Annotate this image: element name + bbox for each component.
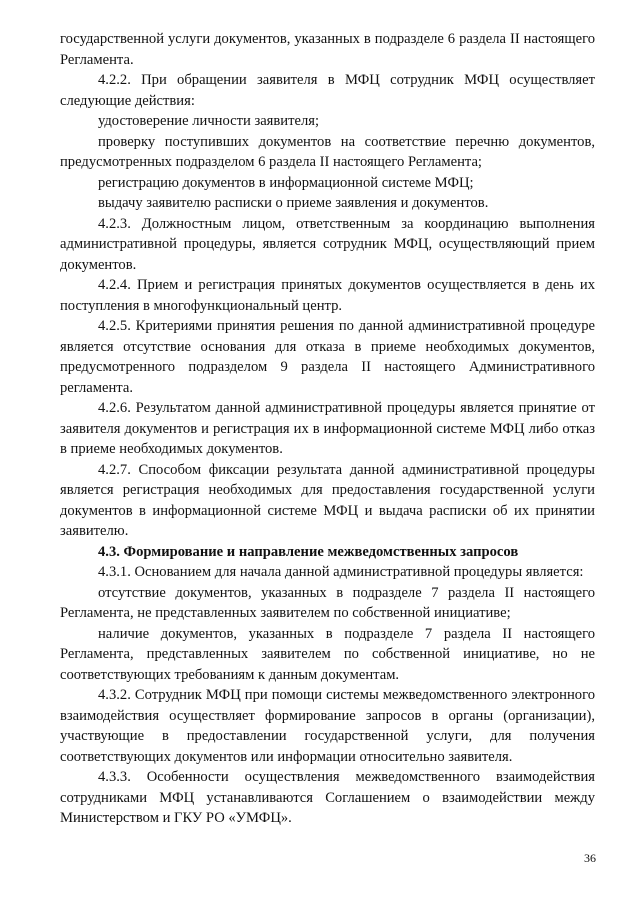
paragraph-4-2-3: 4.2.3. Должностным лицом, ответственным за координацию выполнения административной процедуры, является сотрудник МФЦ, осуществляющий прием документов.	[60, 215, 595, 273]
paragraph-4-2-7: 4.2.7. Способом фиксации результата данной административной процедуры является регистрация необходимых для предоставления государственной услуги документов в информационной системе МФЦ и выдача расписки об их принятии заявителю.	[60, 461, 595, 539]
list-item-check-documents: проверку поступивших документов на соответствие перечню документов, предусмотренных подразделом 6 раздела II настоящего Регламента;	[60, 133, 595, 170]
paragraph-4-2-6: 4.2.6. Результатом данной административной процедуры является принятие от заявителя документов и регистрация их в информационной системе МФЦ либо отказ в приеме необходимых документов.	[60, 400, 595, 457]
paragraph-4-2-2: 4.2.2. При обращении заявителя в МФЦ сотрудник МФЦ осуществляет следующие действия:	[60, 72, 595, 109]
section-heading-4-3: 4.3. Формирование и направление межведомственных запросов	[98, 543, 519, 560]
paragraph-4-3-1: 4.3.1. Основанием для начала данной административной процедуры является:	[98, 564, 584, 580]
document-body	[60, 29, 595, 829]
paragraph-4-2-5: 4.2.5. Критериями принятия решения по данной административной процедуре является отсутствие основания для отказа в приеме необходимых документов, предусмотренного подразделом 9 раздела II настоящего Административного регламента.	[60, 318, 595, 396]
paragraph-4-3-2: 4.3.2. Сотрудник МФЦ при помощи системы межведомственного электронного взаимодействия осуществляет формирование запросов в органы (организации), участвующие в предоставлении государственной услуги, для получения соответствующих документов или информации относительно заявителя.	[60, 687, 595, 765]
paragraph-4-2-4: 4.2.4. Прием и регистрация принятых документов осуществляется в день их поступления в многофункциональный центр.	[60, 277, 595, 314]
list-item-issue-receipt: выдачу заявителю расписки о приеме заявления и документов.	[98, 195, 489, 211]
list-item-identity: удостоверение личности заявителя;	[98, 113, 320, 129]
paragraph-continuation: государственной услуги документов, указанных в подразделе 6 раздела II настоящего Регламента.	[60, 31, 595, 68]
page-number: 36	[584, 851, 596, 865]
list-item-absence: отсутствие документов, указанных в подразделе 7 раздела II настоящего Регламента, не представленных заявителем по собственной инициативе;	[60, 584, 595, 621]
list-item-presence: наличие документов, указанных в подразделе 7 раздела II настоящего Регламента, представленных заявителем по собственной инициативе, но не соответствующих требованиям к данным документам.	[60, 625, 595, 683]
list-item-register-documents: регистрацию документов в информационной системе МФЦ;	[98, 174, 474, 191]
paragraph-4-3-3: 4.3.3. Особенности осуществления межведомственного взаимодействия сотрудниками МФЦ устанавливаются Соглашением о взаимодействии между Министерством и ГКУ РО «УМФЦ».	[60, 769, 595, 826]
